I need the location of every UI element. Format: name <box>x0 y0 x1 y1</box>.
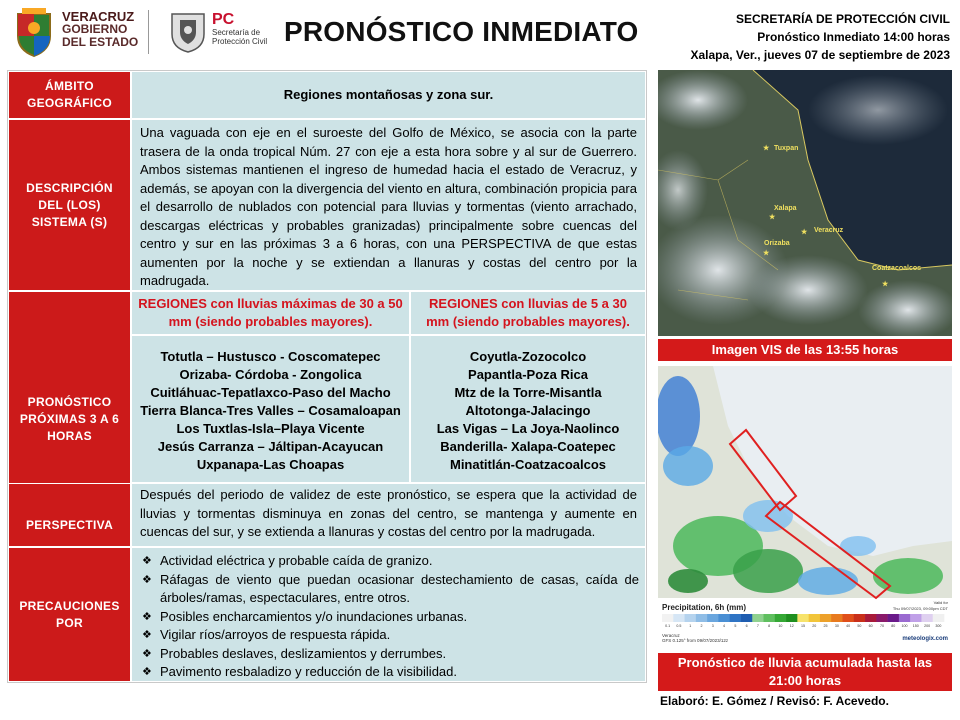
ambito-label: ÁMBITO GEOGRÁFICO <box>8 71 131 119</box>
scale-tick-label: 25 <box>823 624 828 628</box>
scale-tick-label: 40 <box>846 624 851 628</box>
list-item: ❖ Actividad eléctrica y probable caída de granizo. <box>138 552 639 571</box>
scale-swatch <box>741 614 753 622</box>
scale-tick-label: 100 <box>901 624 908 628</box>
satellite-caption: Imagen VIS de las 13:55 horas <box>658 339 952 361</box>
list-item: Mtz de la Torre-Misantla <box>454 385 602 400</box>
forecast-table <box>7 70 647 683</box>
scale-swatch <box>764 614 776 622</box>
scale-tick-label: 1 <box>689 624 692 628</box>
issue-info <box>691 10 951 64</box>
civil-protection-name <box>212 12 267 46</box>
city-label: Coatzacoalcos <box>872 265 922 272</box>
city-marker-icon: ★ <box>769 214 776 221</box>
scale-swatch <box>876 614 888 622</box>
descripcion-value: Una vaguada con eje en el suroeste del Golfo de México, se asocia con la parte trasera de la onda tropical Núm. 27 con eje a esta hora sobre y al sur de Guerrero. Ambos sistemas mantienen el ingreso de humedad hacia el estado de Veracruz, y además, se apoyan con la divergencia del viento en altura, combinación propicia para el desarrollo de nublados con potencial para lluvias y tormentas (viento arrachado, descargas eléctricas y probables granizadas) principalmente sobre cuencas del centro y sur en las próximas 3 a 6 horas, con una PERSPECTIVA de que estas aumenten por la noche y se extiendan a llanuras y costas del centro por la madrugada. <box>131 119 646 291</box>
scale-tick-label: 15 <box>801 624 805 628</box>
precauciones-value <box>131 547 646 682</box>
city-label: Xalapa <box>774 205 797 212</box>
light-rain-regions <box>410 335 646 483</box>
list-item: Totutla – Hustusco - Coscomatepec <box>160 349 381 364</box>
list-item: ❖ Pavimento resbaladizo y reducción de la visibilidad. <box>138 663 639 682</box>
scale-tick-label: 8 <box>768 624 771 628</box>
list-item: Cuitláhuac-Tepatlaxco-Paso del Macho <box>150 385 391 400</box>
pc-line-2: Protección Civil <box>212 37 268 46</box>
scale-tick-label: 0.5 <box>676 624 682 628</box>
scale-swatch <box>820 614 832 622</box>
precip-color-scale <box>662 614 944 622</box>
diamond-bullet-icon: ❖ <box>142 573 152 586</box>
list-item: ❖ Posibles encharcamientos y/o inundaciones urbanas. <box>138 608 639 627</box>
place-date: Xalapa, Ver., jueves 07 de septiembre de 2023 <box>690 48 950 62</box>
scale-swatch <box>685 614 697 622</box>
perspectiva-label: PERSPECTIVA <box>8 483 131 547</box>
header-divider <box>148 10 149 54</box>
descripcion-label: DESCRIPCIÓN DEL (LOS) SISTEMA (S) <box>8 119 131 291</box>
pc-abbreviation: PC <box>212 11 235 28</box>
list-item: Tierra Blanca-Tres Valles – Cosamaloapan <box>140 403 401 418</box>
scale-tick-label: 50 <box>857 624 862 628</box>
scale-swatch <box>696 614 708 622</box>
city-label: Veracruz <box>814 227 844 234</box>
veracruz-coat-of-arms-icon <box>8 6 60 58</box>
perspectiva-value: Después del periodo de validez de este pronóstico, se espera que la actividad de lluvias y tormentas disminuya en zonas del centro, se mantenga y aumente en cuencas del sur, y se extienda a llanuras y costas del centro por la madrugada. <box>131 483 646 547</box>
list-item: Los Tuxtlas-Isla–Playa Vicente <box>176 421 365 436</box>
precauciones-label: PRECAUCIONES POR <box>8 547 131 682</box>
author-credits: Elaboró: E. Gómez / Revisó: F. Acevedo. <box>660 694 889 708</box>
scale-swatch <box>718 614 730 622</box>
scale-swatch <box>809 614 821 622</box>
scale-swatch <box>786 614 798 622</box>
scale-tick-label: 20 <box>812 624 817 628</box>
scale-swatch <box>752 614 764 622</box>
city-marker-icon: ★ <box>882 281 889 288</box>
list-item: Minatitlán-Coatzacoalcos <box>449 457 607 472</box>
scale-swatch <box>842 614 854 622</box>
gov-line-1: VERACRUZ <box>62 9 135 24</box>
list-item: Jesús Carranza – Jáltipan-Acayucan <box>157 439 384 454</box>
ambito-value: Regiones montañosas y zona sur. <box>131 71 646 119</box>
scale-swatch <box>775 614 787 622</box>
scale-tick-label: 5 <box>734 624 737 628</box>
scale-tick-label: 12 <box>789 624 794 628</box>
valid-time: Thu 09/07/2023, 09:00pm CDT <box>892 606 948 611</box>
scale-swatch <box>831 614 843 622</box>
scale-swatch <box>854 614 866 622</box>
scale-swatch <box>730 614 742 622</box>
agency-name: SECRETARÍA DE PROTECCIÓN CIVIL <box>735 12 950 26</box>
scale-tick-label: 6 <box>745 624 748 628</box>
meteologix-brand: meteologix.com <box>902 636 948 642</box>
list-item: Banderilla- Xalapa-Coatepec <box>440 439 616 454</box>
scale-tick-label: 80 <box>891 624 896 628</box>
diamond-bullet-icon: ❖ <box>142 666 152 678</box>
civil-protection-shield-icon <box>168 10 208 54</box>
pc-line-1: Secretaría de <box>212 28 261 37</box>
gov-line-3: DEL ESTADO <box>62 35 139 49</box>
list-item: ❖ Probables deslaves, deslizamientos y derrumbes. <box>138 645 639 664</box>
scale-swatch <box>662 614 674 622</box>
scale-tick-label: 10 <box>778 624 783 628</box>
scale-swatch <box>673 614 685 622</box>
list-item: ❖ Vigilar ríos/arroyos de respuesta rápida. <box>138 626 639 645</box>
city-marker-icon: ★ <box>763 145 770 152</box>
list-item: Las Vigas – La Joya-Naolinco <box>436 421 620 436</box>
diamond-bullet-icon: ❖ <box>142 629 152 641</box>
diamond-bullet-icon: ❖ <box>142 555 152 567</box>
scale-tick-label: 0.1 <box>665 624 671 628</box>
diamond-bullet-icon: ❖ <box>142 610 152 623</box>
precip-legend-title: Precipitation, 6h (mm) <box>662 603 747 612</box>
scale-swatch <box>797 614 809 622</box>
gov-line-2: GOBIERNO <box>62 22 128 36</box>
page-header <box>0 0 960 68</box>
scale-tick-label: 200 <box>924 624 931 628</box>
precipitation-caption: Pronóstico de lluvia acumulada hasta las 21:00 horas <box>658 653 952 691</box>
list-item: Uxpanapa-Las Choapas <box>196 457 345 472</box>
scale-swatch <box>933 614 945 622</box>
scale-tick-label: 150 <box>912 624 919 628</box>
list-item: Orizaba- Córdoba - Zongolica <box>179 367 362 382</box>
scale-swatch <box>707 614 719 622</box>
satellite-image <box>658 70 952 336</box>
scale-swatch <box>899 614 911 622</box>
pronostico-label: PRONÓSTICO PRÓXIMAS 3 A 6 HORAS <box>8 291 131 547</box>
scale-tick-label: 2 <box>700 624 703 628</box>
scale-swatch <box>921 614 933 622</box>
list-item: Altotonga-Jalacingo <box>465 403 591 418</box>
issue-time: Pronóstico Inmediato 14:00 horas <box>757 30 950 44</box>
city-marker-icon: ★ <box>801 229 808 236</box>
scale-tick-label: 60 <box>868 624 873 628</box>
city-label: Tuxpan <box>774 145 799 152</box>
scale-tick-label: 30 <box>834 624 839 628</box>
precipitation-map <box>658 366 952 650</box>
scale-tick-label: 300 <box>935 624 942 628</box>
scale-swatch <box>910 614 922 622</box>
scale-tick-label: 7 <box>756 624 759 628</box>
page-title: PRONÓSTICO INMEDIATO <box>284 16 639 47</box>
heavy-rain-header: REGIONES con lluvias máximas de 30 a 50 mm (siendo probables mayores). <box>131 291 410 335</box>
light-rain-header: REGIONES con lluvias de 5 a 30 mm (siendo probables mayores). <box>410 291 646 335</box>
model-run-label: GFS 0.125° from 09/07/2023/12z <box>662 638 729 643</box>
scale-swatch <box>865 614 877 622</box>
city-marker-icon: ★ <box>763 250 770 257</box>
scale-tick-label: 70 <box>879 624 884 628</box>
list-item: Coyutla-Zozocolco <box>469 349 587 364</box>
scale-swatch <box>888 614 900 622</box>
government-name <box>62 10 138 49</box>
scale-tick-label: 4 <box>723 624 726 628</box>
map-region-label: Veracruz <box>662 633 680 638</box>
list-item: Papantla-Poza Rica <box>468 367 588 382</box>
precautions-list <box>132 548 645 686</box>
diamond-bullet-icon: ❖ <box>142 647 152 660</box>
city-label: Orizaba <box>764 240 790 247</box>
list-item: ❖ Ráfagas de viento que puedan ocasionar destechamiento de casas, caída de árboles/ramas, espectaculares, entre otros. <box>142 571 639 605</box>
scale-tick-label: 3 <box>711 624 714 628</box>
valid-label: Valid for <box>933 600 948 605</box>
heavy-rain-regions <box>131 335 410 483</box>
